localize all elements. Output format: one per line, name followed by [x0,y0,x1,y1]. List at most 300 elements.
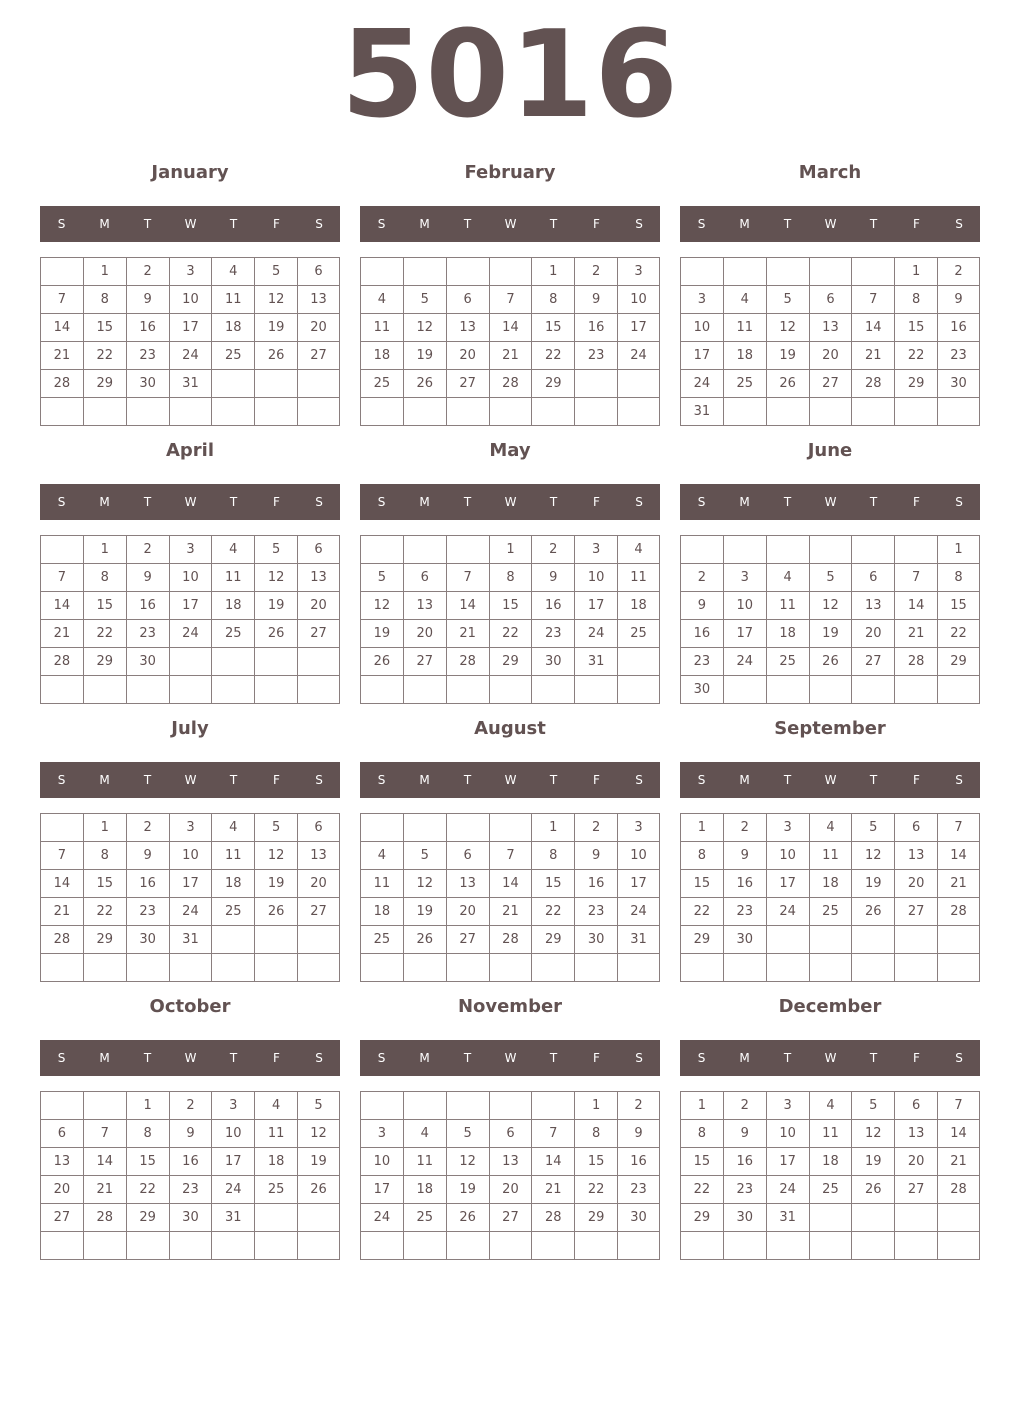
day-cell: 3 [575,536,618,564]
empty-day-cell [618,648,660,676]
weekday-label: T [869,773,878,787]
day-cell: 22 [895,342,938,370]
day-cell: 25 [723,370,766,398]
day-cell: 25 [766,648,809,676]
day-cell: 16 [575,314,618,342]
empty-day-cell [852,676,895,704]
day-cell: 20 [895,870,938,898]
month-name: November [457,996,563,1017]
week-row [361,926,660,954]
weekday-label: S [697,773,706,787]
empty-day-cell [126,954,169,982]
day-cell: 30 [723,926,766,954]
empty-day-cell [255,954,298,982]
day-cell: 26 [255,620,298,648]
day-cell: 15 [575,1148,618,1176]
day-cell: 14 [938,842,980,870]
day-cell: 4 [361,286,404,314]
day-cell: 12 [255,842,298,870]
week-row [681,342,980,370]
day-cell: 29 [938,648,980,676]
day-cell: 17 [361,1176,404,1204]
day-cell: 26 [809,648,852,676]
day-cell: 30 [575,926,618,954]
day-cell: 23 [169,1176,212,1204]
empty-day-cell [723,258,766,286]
day-cell: 23 [126,620,169,648]
day-cell: 25 [212,898,255,926]
day-cell: 11 [618,564,660,592]
day-cell: 28 [489,370,532,398]
week-row [681,286,980,314]
day-cell: 11 [723,314,766,342]
week-row [361,370,660,398]
day-cell: 13 [403,592,446,620]
empty-day-cell [446,258,489,286]
day-cell: 7 [489,286,532,314]
week-row [681,648,980,676]
empty-day-cell [489,1232,532,1260]
weekday-label: T [229,217,238,231]
day-cell: 27 [298,898,340,926]
weekday-header [40,484,340,520]
day-cell: 13 [852,592,895,620]
day-cell: 20 [852,620,895,648]
empty-day-cell [618,370,660,398]
weekday-label: M [419,773,430,787]
empty-day-cell [212,648,255,676]
weekday-label: T [869,217,878,231]
day-cell: 10 [618,286,660,314]
empty-day-cell [298,954,340,982]
day-cell: 31 [575,648,618,676]
day-cell: 1 [575,1092,618,1120]
day-cell: 6 [298,814,340,842]
empty-day-cell [169,954,212,982]
weekday-label: T [463,217,472,231]
empty-day-cell [681,954,724,982]
day-cell: 15 [895,314,938,342]
day-cell: 19 [361,620,404,648]
day-cell: 2 [575,258,618,286]
week-row [41,1204,340,1232]
day-cell: 17 [169,592,212,620]
month-name: July [171,718,209,739]
day-cell: 12 [852,1120,895,1148]
day-cell: 12 [403,314,446,342]
empty-day-cell [852,926,895,954]
empty-day-cell [489,954,532,982]
day-cell: 23 [618,1176,660,1204]
empty-day-cell [41,676,84,704]
day-cell: 22 [938,620,980,648]
empty-day-cell [83,676,126,704]
empty-day-cell [212,926,255,954]
empty-day-cell [532,954,575,982]
week-row [361,676,660,704]
day-cell: 24 [723,648,766,676]
weekday-label: T [463,495,472,509]
day-cell: 28 [446,648,489,676]
day-cell: 20 [809,342,852,370]
empty-day-cell [361,1092,404,1120]
day-cell: 4 [809,814,852,842]
empty-day-cell [681,258,724,286]
empty-day-cell [403,398,446,426]
day-cell: 14 [895,592,938,620]
week-row [41,842,340,870]
day-cell: 26 [403,926,446,954]
day-cell: 9 [575,286,618,314]
week-row [361,536,660,564]
day-cell: 24 [212,1176,255,1204]
week-row [681,814,980,842]
week-row [361,814,660,842]
day-cell: 24 [766,1176,809,1204]
empty-day-cell [681,1232,724,1260]
day-cell: 3 [618,814,660,842]
empty-day-cell [895,954,938,982]
week-row [361,398,660,426]
weekday-label: M [739,1051,750,1065]
day-cell: 29 [895,370,938,398]
day-cell: 26 [852,898,895,926]
empty-day-cell [212,370,255,398]
week-row [41,1176,340,1204]
empty-day-cell [298,676,340,704]
day-cell: 27 [895,1176,938,1204]
weekday-label: F [273,773,280,787]
week-row [41,314,340,342]
day-cell: 2 [723,1092,766,1120]
weekday-label: S [955,217,963,231]
week-row [681,1120,980,1148]
day-cell: 22 [489,620,532,648]
empty-day-cell [575,1232,618,1260]
day-cell: 26 [766,370,809,398]
week-row [681,1176,980,1204]
week-row [681,370,980,398]
empty-day-cell [361,398,404,426]
day-cell: 17 [169,314,212,342]
week-row [41,814,340,842]
day-cell: 3 [618,258,660,286]
day-cell: 8 [532,286,575,314]
weekday-label: T [549,495,558,509]
week-row [681,258,980,286]
day-cell: 30 [126,926,169,954]
day-cell: 11 [809,842,852,870]
day-cell: 2 [169,1092,212,1120]
day-cell: 8 [681,842,724,870]
weekday-label: F [913,495,920,509]
week-row [361,1092,660,1120]
empty-day-cell [298,926,340,954]
empty-day-cell [446,814,489,842]
weekday-label: S [57,1051,66,1065]
day-cell: 29 [681,926,724,954]
empty-day-cell [852,398,895,426]
day-cell: 27 [446,926,489,954]
day-cell: 31 [766,1204,809,1232]
day-cell: 19 [766,342,809,370]
day-cell: 21 [938,1148,980,1176]
empty-day-cell [723,398,766,426]
week-row [361,1148,660,1176]
empty-day-cell [169,676,212,704]
day-cell: 31 [169,370,212,398]
day-cell: 10 [361,1148,404,1176]
empty-day-cell [575,370,618,398]
day-cell: 13 [298,842,340,870]
day-cell: 11 [766,592,809,620]
day-cell: 24 [766,898,809,926]
empty-day-cell [895,1232,938,1260]
day-cell: 2 [618,1092,660,1120]
empty-day-cell [938,954,980,982]
day-cell: 6 [298,258,340,286]
weekday-header [360,484,660,520]
empty-day-cell [723,1232,766,1260]
day-cell: 20 [298,314,340,342]
month-name: January [151,162,229,183]
day-cell: 7 [938,814,980,842]
day-cell: 19 [255,314,298,342]
empty-day-cell [766,536,809,564]
day-cell: 4 [723,286,766,314]
empty-day-cell [809,1232,852,1260]
week-row [41,620,340,648]
day-grid [40,257,340,426]
empty-day-cell [938,1204,980,1232]
day-cell: 2 [681,564,724,592]
empty-day-cell [489,676,532,704]
empty-day-cell [169,398,212,426]
week-row [41,1148,340,1176]
weekday-label: S [315,1051,323,1065]
week-row [681,1092,980,1120]
day-cell: 5 [852,814,895,842]
day-cell: 10 [169,286,212,314]
day-cell: 25 [361,926,404,954]
day-cell: 30 [169,1204,212,1232]
day-cell: 6 [298,536,340,564]
day-cell: 26 [255,342,298,370]
day-cell: 16 [938,314,980,342]
empty-day-cell [489,814,532,842]
day-cell: 8 [895,286,938,314]
week-row [41,954,340,982]
empty-day-cell [298,370,340,398]
week-row [361,1176,660,1204]
weekday-label: S [955,495,963,509]
day-cell: 18 [212,592,255,620]
day-cell: 6 [403,564,446,592]
day-cell: 30 [532,648,575,676]
weekday-label: S [377,1051,386,1065]
day-cell: 22 [83,342,126,370]
day-cell: 2 [126,536,169,564]
day-cell: 18 [618,592,660,620]
day-cell: 22 [83,898,126,926]
week-row [681,954,980,982]
empty-day-cell [255,1204,298,1232]
day-grid [680,813,980,982]
day-cell: 14 [938,1120,980,1148]
day-cell: 13 [809,314,852,342]
day-cell: 29 [532,370,575,398]
week-row [41,676,340,704]
day-cell: 26 [446,1204,489,1232]
empty-day-cell [938,398,980,426]
empty-day-cell [723,954,766,982]
day-cell: 3 [766,814,809,842]
day-cell: 11 [361,870,404,898]
empty-day-cell [723,536,766,564]
day-cell: 13 [446,870,489,898]
day-cell: 28 [489,926,532,954]
day-cell: 9 [126,286,169,314]
weekday-header [360,1040,660,1076]
day-cell: 12 [403,870,446,898]
empty-day-cell [298,1232,340,1260]
empty-day-cell [126,676,169,704]
day-cell: 4 [212,536,255,564]
day-cell: 29 [532,926,575,954]
empty-day-cell [938,1232,980,1260]
day-cell: 21 [938,870,980,898]
empty-day-cell [403,954,446,982]
week-row [681,592,980,620]
day-cell: 28 [83,1204,126,1232]
day-cell: 10 [681,314,724,342]
day-cell: 4 [212,258,255,286]
day-cell: 4 [618,536,660,564]
empty-day-cell [212,1232,255,1260]
day-cell: 6 [895,814,938,842]
empty-day-cell [809,676,852,704]
empty-day-cell [403,258,446,286]
week-row [361,592,660,620]
day-cell: 25 [212,342,255,370]
empty-day-cell [618,398,660,426]
day-cell: 4 [212,814,255,842]
day-cell: 4 [809,1092,852,1120]
weekday-label: S [635,1051,643,1065]
month-name: September [774,718,886,739]
empty-day-cell [83,1092,126,1120]
day-cell: 18 [766,620,809,648]
day-cell: 30 [938,370,980,398]
empty-day-cell [446,1092,489,1120]
day-cell: 5 [766,286,809,314]
day-cell: 16 [681,620,724,648]
weekday-label: T [463,773,472,787]
weekday-label: T [783,217,792,231]
day-grid [360,1091,660,1260]
empty-day-cell [255,370,298,398]
day-cell: 13 [489,1148,532,1176]
day-cell: 7 [852,286,895,314]
day-cell: 12 [298,1120,340,1148]
empty-day-cell [809,1204,852,1232]
week-row [41,258,340,286]
empty-day-cell [852,258,895,286]
weekday-header [40,1040,340,1076]
day-cell: 26 [361,648,404,676]
weekday-label: M [419,1051,430,1065]
day-cell: 19 [852,1148,895,1176]
weekday-label: S [635,495,643,509]
day-cell: 20 [41,1176,84,1204]
week-row [681,398,980,426]
day-cell: 6 [895,1092,938,1120]
day-cell: 14 [532,1148,575,1176]
month-name: May [489,440,531,461]
day-cell: 14 [852,314,895,342]
day-cell: 20 [298,592,340,620]
week-row [681,564,980,592]
day-cell: 19 [852,870,895,898]
day-cell: 31 [681,398,724,426]
empty-day-cell [361,676,404,704]
weekday-label: S [57,773,66,787]
day-cell: 23 [575,342,618,370]
weekday-header [680,762,980,798]
weekday-label: M [99,773,110,787]
empty-day-cell [212,398,255,426]
day-cell: 22 [83,620,126,648]
day-cell: 23 [126,898,169,926]
week-row [361,1204,660,1232]
day-cell: 27 [489,1204,532,1232]
day-cell: 25 [255,1176,298,1204]
day-cell: 15 [83,592,126,620]
empty-day-cell [361,258,404,286]
day-cell: 22 [126,1176,169,1204]
week-row [681,926,980,954]
week-row [41,370,340,398]
day-cell: 17 [766,870,809,898]
empty-day-cell [766,1232,809,1260]
day-cell: 12 [446,1148,489,1176]
day-cell: 16 [532,592,575,620]
weekday-label: W [184,773,197,787]
day-cell: 27 [852,648,895,676]
weekday-label: M [739,773,750,787]
day-cell: 25 [618,620,660,648]
day-cell: 30 [126,370,169,398]
empty-day-cell [489,258,532,286]
day-cell: 8 [126,1120,169,1148]
day-cell: 9 [723,842,766,870]
day-cell: 9 [126,842,169,870]
weekday-label: F [273,217,280,231]
week-row [681,1232,980,1260]
day-cell: 27 [895,898,938,926]
day-cell: 31 [212,1204,255,1232]
day-grid [40,813,340,982]
empty-day-cell [298,398,340,426]
day-cell: 9 [169,1120,212,1148]
day-cell: 2 [938,258,980,286]
week-row [361,342,660,370]
day-cell: 28 [938,1176,980,1204]
empty-day-cell [532,398,575,426]
day-cell: 23 [723,898,766,926]
week-row [361,1120,660,1148]
empty-day-cell [255,398,298,426]
